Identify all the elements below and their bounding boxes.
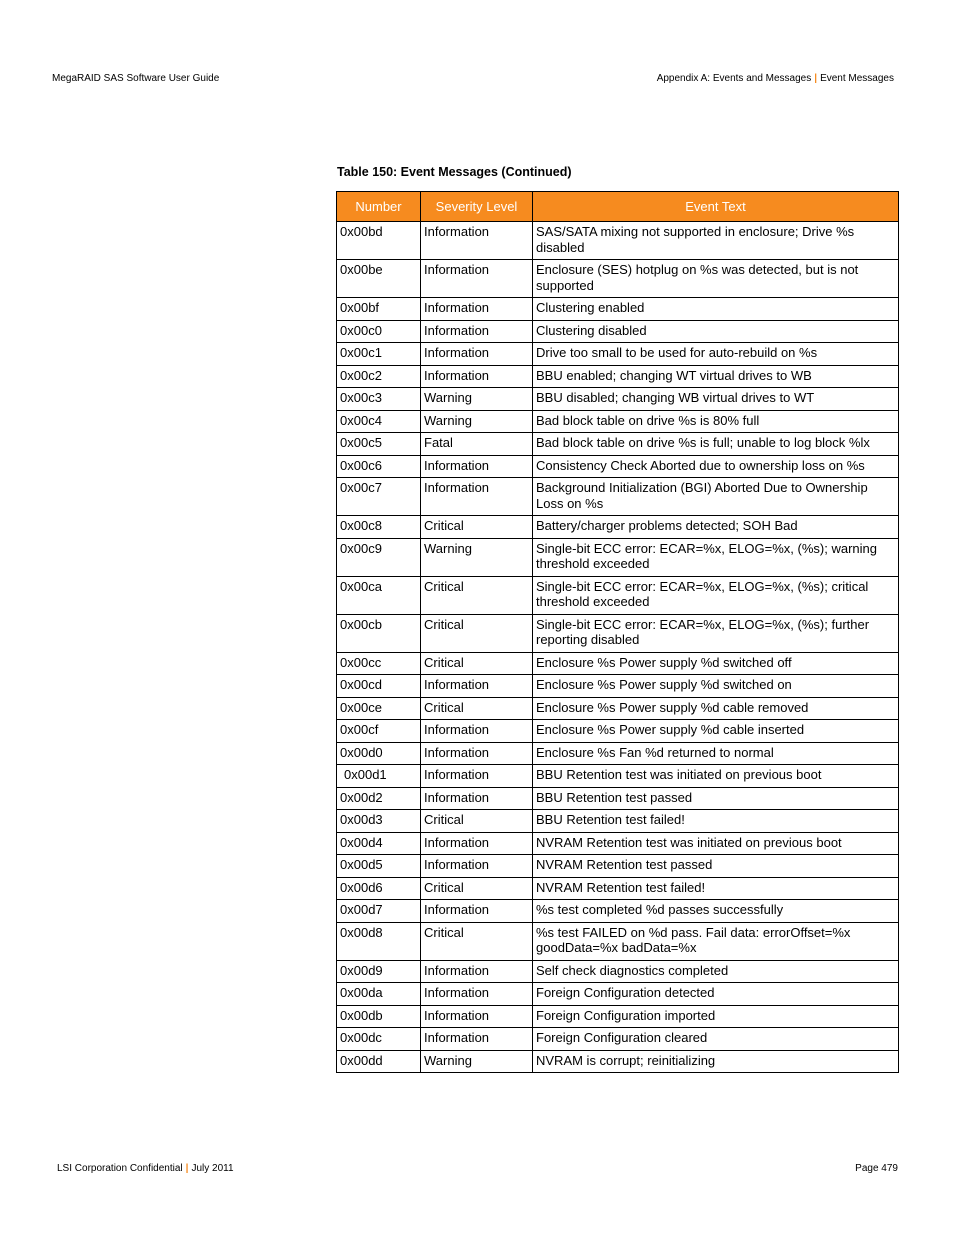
- section-name: Appendix A: Events and Messages: [656, 73, 812, 84]
- cell-number: 0x00dd: [337, 1050, 421, 1073]
- cell-severity: Warning: [421, 388, 533, 411]
- cell-event-text: Consistency Check Aborted due to ownership loss on %s: [533, 455, 899, 478]
- cell-severity: Critical: [421, 576, 533, 614]
- cell-number: 0x00c5: [337, 433, 421, 456]
- cell-severity: Information: [421, 983, 533, 1006]
- cell-number: 0x00d9: [337, 960, 421, 983]
- table-row: [337, 343, 899, 366]
- footer-company: LSI Corporation Confidential: [57, 1163, 183, 1174]
- table-row: [337, 538, 899, 576]
- cell-severity: Critical: [421, 922, 533, 960]
- cell-number: 0x00d4: [337, 832, 421, 855]
- table-row: [337, 298, 899, 321]
- cell-number: 0x00cd: [337, 675, 421, 698]
- cell-severity: Critical: [421, 516, 533, 539]
- table-row: [337, 410, 899, 433]
- cell-number: 0x00db: [337, 1005, 421, 1028]
- cell-number: 0x00d8: [337, 922, 421, 960]
- cell-severity: Information: [421, 900, 533, 923]
- table-row: [337, 433, 899, 456]
- cell-severity: Critical: [421, 614, 533, 652]
- cell-event-text: Clustering disabled: [533, 320, 899, 343]
- cell-number: 0x00d2: [337, 787, 421, 810]
- cell-event-text: Clustering enabled: [533, 298, 899, 321]
- cell-number: 0x00da: [337, 983, 421, 1006]
- cell-severity: Information: [421, 832, 533, 855]
- cell-severity: Warning: [421, 1050, 533, 1073]
- cell-severity: Information: [421, 720, 533, 743]
- table-row: [337, 455, 899, 478]
- cell-severity: Information: [421, 1028, 533, 1051]
- table-caption: Table 150: Event Messages (Continued): [337, 165, 572, 179]
- cell-number: 0x00d7: [337, 900, 421, 923]
- footer-date: July 2011: [191, 1163, 234, 1174]
- cell-event-text: NVRAM Retention test passed: [533, 855, 899, 878]
- cell-severity: Information: [421, 365, 533, 388]
- table-header-row: [337, 192, 899, 222]
- cell-number: 0x00c8: [337, 516, 421, 539]
- cell-number: 0x00be: [337, 260, 421, 298]
- table-row: [337, 675, 899, 698]
- cell-number: 0x00c1: [337, 343, 421, 366]
- table-row: [337, 922, 899, 960]
- table-row: [337, 478, 899, 516]
- cell-event-text: Enclosure %s Power supply %d cable removed: [533, 697, 899, 720]
- page-number: Page 479: [855, 1163, 898, 1174]
- table-row: [337, 516, 899, 539]
- table-row: [337, 1050, 899, 1073]
- subsection-name: Event Messages: [820, 73, 894, 84]
- table-row: [337, 960, 899, 983]
- cell-event-text: Foreign Configuration imported: [533, 1005, 899, 1028]
- cell-event-text: Battery/charger problems detected; SOH Bad: [533, 516, 899, 539]
- document-title: MegaRAID SAS Software User Guide: [52, 73, 220, 84]
- cell-severity: Information: [421, 787, 533, 810]
- cell-number: 0x00ca: [337, 576, 421, 614]
- cell-number: 0x00bf: [337, 298, 421, 321]
- table-row: [337, 720, 899, 743]
- table-row: [337, 222, 899, 260]
- cell-severity: Information: [421, 1005, 533, 1028]
- table-row: [337, 697, 899, 720]
- cell-number: 0x00c6: [337, 455, 421, 478]
- cell-event-text: NVRAM Retention test was initiated on previous boot: [533, 832, 899, 855]
- cell-number: 0x00cc: [337, 652, 421, 675]
- cell-severity: Information: [421, 675, 533, 698]
- cell-event-text: BBU enabled; changing WT virtual drives to WB: [533, 365, 899, 388]
- section-breadcrumb: [657, 73, 894, 84]
- cell-event-text: Drive too small to be used for auto-rebuild on %s: [533, 343, 899, 366]
- cell-severity: Information: [421, 260, 533, 298]
- cell-number: 0x00dc: [337, 1028, 421, 1051]
- table-row: [337, 388, 899, 411]
- table-row: [337, 1005, 899, 1028]
- cell-number: 0x00d1: [337, 765, 421, 788]
- cell-severity: Information: [421, 960, 533, 983]
- table-row: [337, 742, 899, 765]
- cell-number: 0x00c7: [337, 478, 421, 516]
- table-row: [337, 983, 899, 1006]
- table-row: [337, 320, 899, 343]
- cell-number: 0x00d0: [337, 742, 421, 765]
- column-header-severity: Severity Level: [421, 192, 533, 222]
- column-header-event-text: Event Text: [533, 192, 899, 222]
- cell-severity: Critical: [421, 652, 533, 675]
- cell-event-text: BBU disabled; changing WB virtual drives to WT: [533, 388, 899, 411]
- table-row: [337, 832, 899, 855]
- cell-event-text: Enclosure %s Fan %d returned to normal: [533, 742, 899, 765]
- cell-event-text: Enclosure %s Power supply %d cable inserted: [533, 720, 899, 743]
- table-row: [337, 765, 899, 788]
- cell-severity: Fatal: [421, 433, 533, 456]
- footer-left: [57, 1163, 234, 1174]
- cell-number: 0x00cf: [337, 720, 421, 743]
- cell-severity: Information: [421, 765, 533, 788]
- cell-number: 0x00c3: [337, 388, 421, 411]
- cell-number: 0x00c9: [337, 538, 421, 576]
- cell-event-text: Enclosure (SES) hotplug on %s was detected, but is not supported: [533, 260, 899, 298]
- cell-number: 0x00ce: [337, 697, 421, 720]
- header-separator: |: [814, 73, 818, 84]
- cell-severity: Information: [421, 478, 533, 516]
- table-row: [337, 900, 899, 923]
- event-messages-table: [336, 191, 899, 1073]
- cell-event-text: BBU Retention test failed!: [533, 810, 899, 833]
- cell-severity: Warning: [421, 410, 533, 433]
- cell-event-text: SAS/SATA mixing not supported in enclosure; Drive %s disabled: [533, 222, 899, 260]
- cell-event-text: %s test FAILED on %d pass. Fail data: errorOffset=%x goodData=%x badData=%x: [533, 922, 899, 960]
- cell-number: 0x00d6: [337, 877, 421, 900]
- cell-severity: Information: [421, 222, 533, 260]
- cell-event-text: NVRAM Retention test failed!: [533, 877, 899, 900]
- cell-severity: Critical: [421, 877, 533, 900]
- table-row: [337, 652, 899, 675]
- cell-event-text: Enclosure %s Power supply %d switched on: [533, 675, 899, 698]
- table-row: [337, 877, 899, 900]
- cell-number: 0x00cb: [337, 614, 421, 652]
- cell-severity: Information: [421, 742, 533, 765]
- cell-event-text: Single-bit ECC error: ECAR=%x, ELOG=%x, (%s); further reporting disabled: [533, 614, 899, 652]
- cell-severity: Critical: [421, 810, 533, 833]
- cell-number: 0x00c4: [337, 410, 421, 433]
- cell-event-text: Single-bit ECC error: ECAR=%x, ELOG=%x, (%s); critical threshold exceeded: [533, 576, 899, 614]
- cell-event-text: Self check diagnostics completed: [533, 960, 899, 983]
- cell-event-text: Bad block table on drive %s is full; unable to log block %lx: [533, 433, 899, 456]
- table-row: [337, 1028, 899, 1051]
- cell-event-text: BBU Retention test was initiated on previous boot: [533, 765, 899, 788]
- cell-event-text: %s test completed %d passes successfully: [533, 900, 899, 923]
- cell-severity: Information: [421, 455, 533, 478]
- cell-number: 0x00d5: [337, 855, 421, 878]
- cell-severity: Information: [421, 320, 533, 343]
- table-row: [337, 365, 899, 388]
- table-row: [337, 260, 899, 298]
- cell-event-text: NVRAM is corrupt; reinitializing: [533, 1050, 899, 1073]
- table-row: [337, 576, 899, 614]
- cell-event-text: Foreign Configuration cleared: [533, 1028, 899, 1051]
- table-row: [337, 787, 899, 810]
- cell-number: 0x00d3: [337, 810, 421, 833]
- cell-severity: Warning: [421, 538, 533, 576]
- cell-number: 0x00c2: [337, 365, 421, 388]
- cell-number: 0x00c0: [337, 320, 421, 343]
- cell-event-text: Bad block table on drive %s is 80% full: [533, 410, 899, 433]
- cell-event-text: Background Initialization (BGI) Aborted Due to Ownership Loss on %s: [533, 478, 899, 516]
- cell-severity: Information: [421, 298, 533, 321]
- cell-event-text: Single-bit ECC error: ECAR=%x, ELOG=%x, (%s); warning threshold exceeded: [533, 538, 899, 576]
- cell-severity: Critical: [421, 697, 533, 720]
- table-row: [337, 614, 899, 652]
- cell-event-text: Enclosure %s Power supply %d switched off: [533, 652, 899, 675]
- cell-number: 0x00bd: [337, 222, 421, 260]
- table-row: [337, 855, 899, 878]
- cell-severity: Information: [421, 343, 533, 366]
- table-row: [337, 810, 899, 833]
- cell-event-text: Foreign Configuration detected: [533, 983, 899, 1006]
- cell-severity: Information: [421, 855, 533, 878]
- cell-event-text: BBU Retention test passed: [533, 787, 899, 810]
- column-header-number: Number: [337, 192, 421, 222]
- footer-separator: |: [185, 1163, 189, 1174]
